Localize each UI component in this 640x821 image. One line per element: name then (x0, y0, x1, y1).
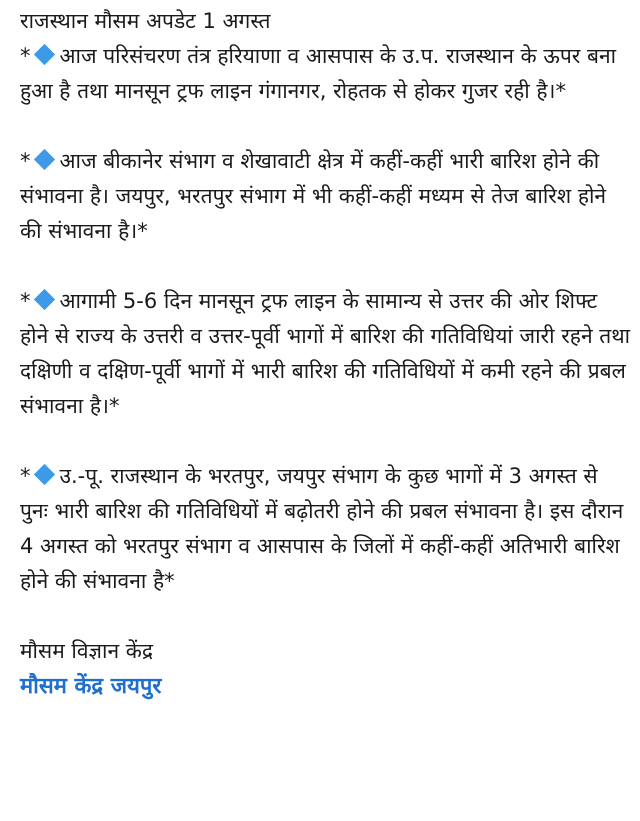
message-title: राजस्थान मौसम अपडेट 1 अगस्त (20, 9, 271, 33)
bullet-asterisk: * (20, 289, 31, 313)
paragraph-1 (20, 39, 632, 109)
small-blue-diamond-icon (33, 149, 54, 170)
paragraph-2-text: आज बीकानेर संभाग व शेखावाटी क्षेत्र में कहीं-कहीं भारी बारिश होने की संभावना है। जयपुर, भरतपुर संभाग में भी कहीं-कहीं मध्यम से तेज बारिश होने की संभावना है।* (20, 149, 607, 243)
paragraph-2 (20, 144, 632, 249)
paragraph-spacer (20, 109, 632, 144)
small-blue-diamond-icon (33, 464, 54, 485)
paragraph-1-text: आज परिसंचरण तंत्र हरियाणा व आसपास के उ.प. राजस्थान के ऊपर बना हुआ है तथा मानसून ट्रफ लाइन गंगानगर, रोहतक से होकर गुजर रही है।* (20, 44, 617, 103)
source-link[interactable]: मौसम केंद्र जयपुर (20, 674, 162, 699)
bullet-asterisk: * (20, 464, 31, 488)
small-blue-diamond-icon (33, 44, 54, 65)
bullet-asterisk: * (20, 149, 31, 173)
paragraph-spacer (20, 424, 632, 459)
small-blue-diamond-icon (33, 289, 54, 310)
bullet-asterisk: * (20, 44, 31, 68)
paragraph-spacer (20, 249, 632, 284)
signature: मौसम विज्ञान केंद्र (20, 639, 154, 663)
message-body (20, 4, 632, 704)
paragraph-4-text: उ.-पू. राजस्थान के भरतपुर, जयपुर संभाग के कुछ भागों में 3 अगस्त से पुनः भारी बारिश की गतिविधियों में बढ़ोतरी होने की प्रबल संभावना है। इस दौरान 4 अगस्त को भरतपुर संभाग व आसपास के जिलों में कहीं-कहीं अतिभारी बारिश होने की संभावना है* (20, 464, 624, 593)
paragraph-3-text: आगामी 5-6 दिन मानसून ट्रफ लाइन के सामान्य से उत्तर की ओर शिफ्ट होने से राज्य के उत्तरी व उत्तर-पूर्वी भागों में बारिश की गतिविधियां जारी रहने तथा दक्षिणी व दक्षिण-पूर्वी भागों में भारी बारिश की गतिविधियों में कमी रहने की प्रबल संभावना है।* (20, 289, 631, 418)
paragraph-3 (20, 284, 632, 424)
paragraph-4 (20, 459, 632, 599)
paragraph-spacer (20, 599, 632, 634)
